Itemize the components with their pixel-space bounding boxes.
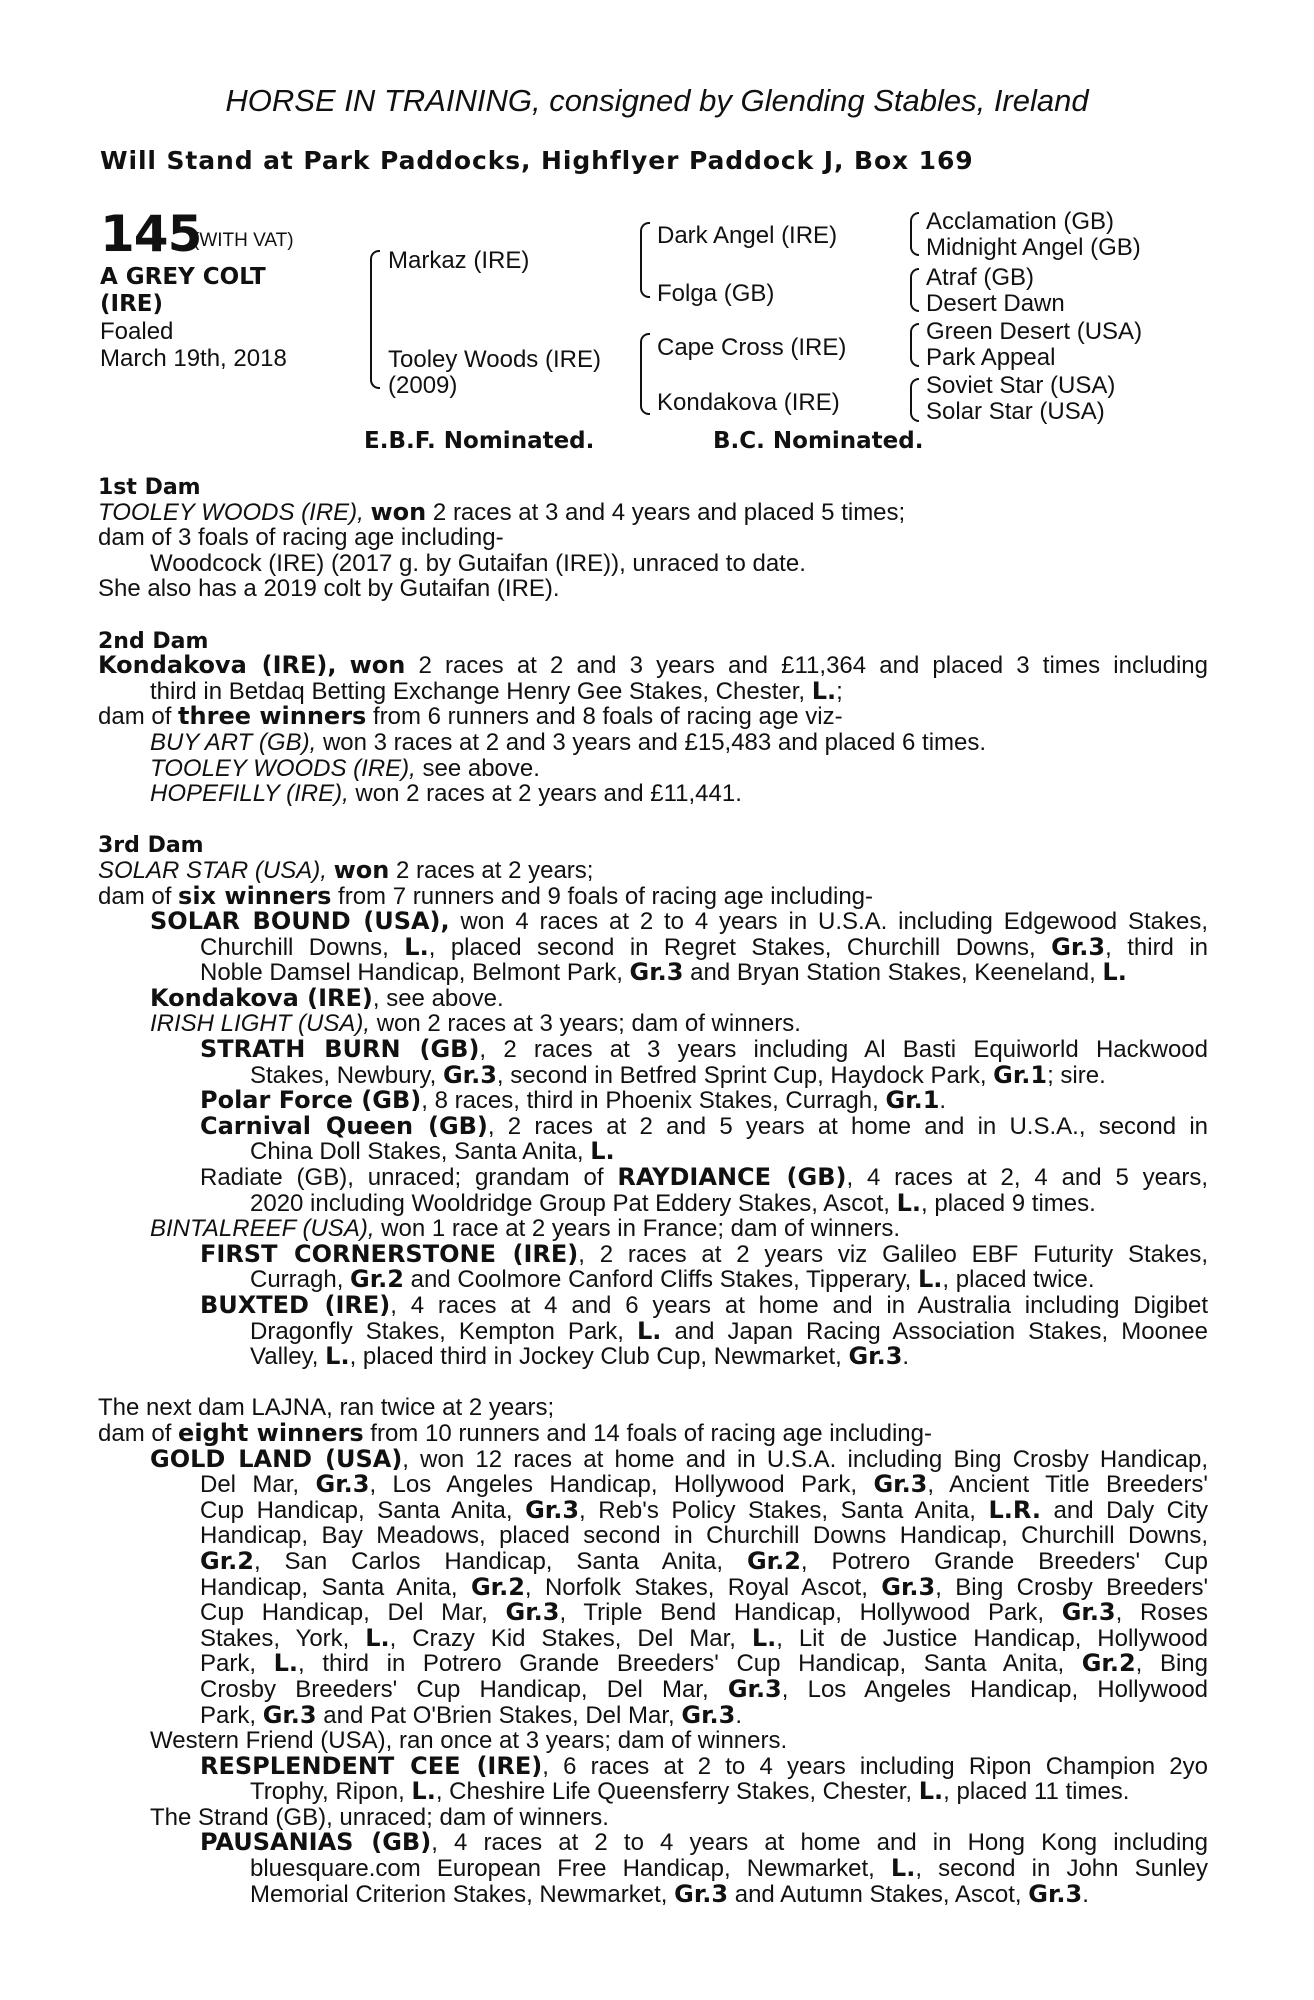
next-dam-line: The Strand (GB), unraced; dam of winners. — [150, 1803, 609, 1831]
foaled-date: March 19th, 2018 — [100, 345, 287, 372]
second-dam-line: HOPEFILLY (IRE), won 2 races at 2 years and £11,441. — [150, 780, 742, 808]
pedigree-brace — [640, 222, 650, 298]
third-dam-line: Polar Force (GB), 8 races, third in Phoenix Stakes, Curragh, Gr.1. — [200, 1086, 947, 1115]
next-dam-line: Del Mar, Gr.3, Los Angeles Handicap, Hollywood Park, Gr.3, Ancient Title Breeders' — [200, 1472, 1208, 1498]
third-dam-line: dam of six winners from 7 runners and 9 foals of racing age including- — [98, 881, 874, 910]
pedigree-brace — [910, 323, 919, 367]
stand-location: Will Stand at Park Paddocks, Highflyer Paddock J, Box 169 — [100, 146, 974, 175]
pedigree-gg-1: Acclamation (GB) — [926, 208, 1115, 235]
pedigree-dam-year: (2009) — [388, 372, 458, 399]
pedigree-gg-6: Park Appeal — [926, 344, 1056, 371]
first-dam-line: Woodcock (IRE) (2017 g. by Gutaifan (IRE)), unraced to date. — [150, 549, 806, 577]
pedigree-brace — [370, 250, 380, 389]
pedigree-dam-dam: Kondakova (IRE) — [657, 389, 840, 416]
pedigree-brace — [910, 378, 919, 422]
third-dam-line: SOLAR STAR (USA), won 2 races at 2 years; — [98, 855, 594, 884]
next-dam-line: Park, L., third in Potrero Grande Breeders' Cup Handicap, Santa Anita, Gr.2, Bing — [200, 1651, 1208, 1677]
second-dam-line: third in Betdaq Betting Exchange Henry Gee Stakes, Chester, L.; — [150, 676, 843, 705]
pedigree-gg-4: Desert Dawn — [926, 290, 1065, 317]
foaled-label: Foaled — [100, 318, 174, 345]
next-dam-line: Gr.2, San Carlos Handicap, Santa Anita, Gr.2, Potrero Grande Breeders' Cup — [200, 1548, 1208, 1575]
third-dam-line: Curragh, Gr.2 and Coolmore Canford Cliffs Stakes, Tipperary, L., placed twice. — [250, 1265, 1095, 1294]
first-dam-heading: 1st Dam — [98, 475, 201, 500]
third-dam-line: Carnival Queen (GB), 2 races at 2 and 5 years at home and in U.S.A., second in — [200, 1113, 1208, 1140]
first-dam-line: She also has a 2019 colt by Gutaifan (IRE). — [98, 575, 560, 603]
next-dam-line: dam of eight winners from 10 runners and 14 foals of racing age including- — [98, 1418, 932, 1447]
next-dam-line: RESPLENDENT CEE (IRE), 6 races at 2 to 4 years including Ripon Champion 2yo — [200, 1753, 1208, 1780]
page-header: HORSE IN TRAINING, consigned by Glending Stables, Ireland — [225, 83, 1089, 118]
next-dam-line: Cup Handicap, Santa Anita, Gr.3, Reb's Policy Stakes, Santa Anita, L.R. and Daly City — [200, 1497, 1208, 1524]
bc-nomination: B.C. Nominated. — [713, 428, 924, 454]
pedigree-gg-2: Midnight Angel (GB) — [926, 234, 1141, 261]
next-dam-line: Crosby Breeders' Cup Handicap, Del Mar, Gr.3, Los Angeles Handicap, Hollywood — [200, 1676, 1208, 1703]
lot-description: A GREY COLT — [100, 264, 266, 290]
third-dam-line: SOLAR BOUND (USA), won 4 races at 2 to 4 years in U.S.A. including Edgewood Stakes, — [150, 909, 1208, 935]
pedigree-brace — [910, 212, 919, 256]
second-dam-line: BUY ART (GB), won 3 races at 2 and 3 years and £15,483 and placed 6 times. — [150, 728, 987, 756]
pedigree-dam-sire: Cape Cross (IRE) — [657, 334, 847, 361]
second-dam-line: dam of three winners from 6 runners and 8 foals of racing age viz- — [98, 702, 843, 731]
first-dam-line: TOOLEY WOODS (IRE), won 2 races at 3 and 4 years and placed 5 times; — [98, 497, 906, 526]
third-dam-line: IRISH LIGHT (USA), won 2 races at 3 years; dam of winners. — [150, 1010, 801, 1038]
pedigree-gg-7: Soviet Star (USA) — [926, 372, 1116, 399]
next-dam-line: Park, Gr.3 and Pat O'Brien Stakes, Del Mar, Gr.3. — [200, 1700, 742, 1729]
ebf-nomination: E.B.F. Nominated. — [364, 428, 595, 454]
third-dam-line: BINTALREEF (USA), won 1 race at 2 years in France; dam of winners. — [150, 1215, 901, 1243]
vat-note: (WITH VAT) — [193, 230, 294, 251]
lot-origin: (IRE) — [100, 291, 164, 317]
pedigree-dam: Tooley Woods (IRE) — [388, 346, 601, 373]
pedigree-brace — [910, 268, 919, 312]
next-dam-line: The next dam LAJNA, ran twice at 2 years; — [98, 1394, 555, 1422]
third-dam-line: STRATH BURN (GB), 2 races at 3 years including Al Basti Equiworld Hackwood — [200, 1037, 1208, 1063]
third-dam-line: Radiate (GB), unraced; grandam of RAYDIANCE (GB), 4 races at 2, 4 and 5 years, — [200, 1165, 1208, 1191]
first-dam-line: dam of 3 foals of racing age including- — [98, 524, 504, 552]
pedigree-sire-sire: Dark Angel (IRE) — [657, 222, 838, 249]
third-dam-line: BUXTED (IRE), 4 races at 4 and 6 years at home and in Australia including Digibet — [200, 1293, 1208, 1319]
next-dam-line: GOLD LAND (USA), won 12 races at home and in U.S.A. including Bing Crosby Handicap, — [150, 1446, 1208, 1473]
second-dam-line: Kondakova (IRE), won 2 races at 2 and 3 years and £11,364 and placed 3 times including — [98, 653, 1208, 679]
third-dam-line: 2020 including Wooldridge Group Pat Eddery Stakes, Ascot, L., placed 9 times. — [250, 1188, 1096, 1217]
catalogue-text — [98, 474, 1208, 1907]
next-dam-line: Stakes, York, L., Crazy Kid Stakes, Del Mar, L., Lit de Justice Handicap, Hollywood — [200, 1625, 1208, 1652]
next-dam-line: Western Friend (USA), ran once at 3 years; dam of winners. — [150, 1727, 788, 1755]
pedigree-gg-5: Green Desert (USA) — [926, 318, 1143, 345]
next-dam-line: Memorial Criterion Stakes, Newmarket, Gr.3 and Autumn Stakes, Ascot, Gr.3. — [250, 1879, 1089, 1908]
next-dam-line: PAUSANIAS (GB), 4 races at 2 to 4 years at home and in Hong Kong including — [200, 1830, 1208, 1857]
pedigree-gg-3: Atraf (GB) — [926, 264, 1035, 291]
next-dam-line: Cup Handicap, Del Mar, Gr.3, Triple Bend Handicap, Hollywood Park, Gr.3, Roses — [200, 1600, 1208, 1626]
third-dam-line: China Doll Stakes, Santa Anita, L. — [250, 1137, 615, 1166]
pedigree-brace — [640, 333, 650, 415]
third-dam-line: Valley, L., placed third in Jockey Club Cup, Newmarket, Gr.3. — [250, 1342, 910, 1371]
third-dam-line: Churchill Downs, L., placed second in Regret Stakes, Churchill Downs, Gr.3, third in — [200, 934, 1208, 961]
next-dam-line: Trophy, Ripon, L., Cheshire Life Queensferry Stakes, Chester, L., placed 11 times. — [250, 1777, 1130, 1806]
pedigree-gg-8: Solar Star (USA) — [926, 398, 1105, 425]
third-dam-heading: 3rd Dam — [98, 833, 204, 859]
second-dam-heading: 2nd Dam — [98, 628, 209, 654]
next-dam-line: Handicap, Santa Anita, Gr.2, Norfolk Stakes, Royal Ascot, Gr.3, Bing Crosby Breeders' — [200, 1574, 1208, 1601]
third-dam-line: Noble Damsel Handicap, Belmont Park, Gr.3 and Bryan Station Stakes, Keeneland, L. — [200, 958, 1127, 987]
next-dam-line: bluesquare.com European Free Handicap, Newmarket, L., second in John Sunley — [250, 1856, 1208, 1882]
next-dam-line: Handicap, Bay Meadows, placed second in Churchill Downs Handicap, Churchill Downs, — [200, 1523, 1208, 1549]
third-dam-line: Kondakova (IRE), see above. — [150, 983, 504, 1012]
third-dam-line: Stakes, Newbury, Gr.3, second in Betfred Sprint Cup, Haydock Park, Gr.1; sire. — [250, 1060, 1106, 1089]
pedigree-sire: Markaz (IRE) — [388, 247, 530, 274]
second-dam-line: TOOLEY WOODS (IRE), see above. — [150, 754, 540, 782]
pedigree-sire-dam: Folga (GB) — [657, 280, 775, 307]
third-dam-line: Dragonfly Stakes, Kempton Park, L. and Japan Racing Association Stakes, Moonee — [250, 1318, 1208, 1345]
third-dam-line: FIRST CORNERSTONE (IRE), 2 races at 2 years viz Galileo EBF Futurity Stakes, — [200, 1241, 1208, 1268]
lot-number: 145 — [100, 205, 202, 263]
